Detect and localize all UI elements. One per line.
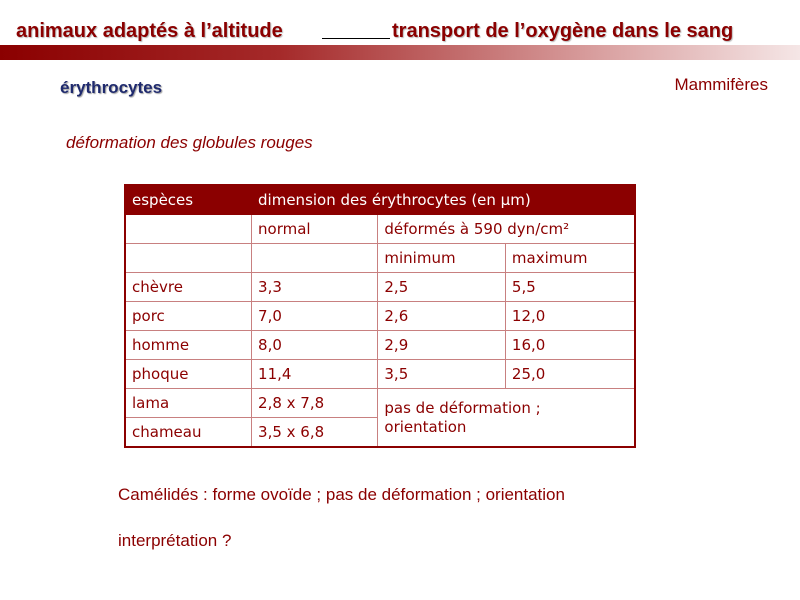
- cell-species: porc: [125, 302, 252, 331]
- title-connector-line: [322, 38, 390, 39]
- cell-species: chèvre: [125, 273, 252, 302]
- question-text: interprétation ?: [118, 531, 232, 550]
- cell-maximum: 25,0: [505, 360, 635, 389]
- conclusion-text: Camélidés : forme ovoïde ; pas de déformation ; orientation: [118, 485, 565, 504]
- table-row: [125, 331, 635, 360]
- cell-normal: 8,0: [252, 331, 378, 360]
- section-category: Mammifères: [674, 75, 768, 94]
- cell-normal: 2,8 x 7,8: [252, 389, 378, 418]
- cell-maximum: 5,5: [505, 273, 635, 302]
- section-title: érythrocytes: [60, 78, 163, 97]
- cell-maximum: 12,0: [505, 302, 635, 331]
- camel-note-line1: pas de déformation ;: [384, 398, 541, 417]
- subheader-normal: normal: [252, 215, 378, 244]
- table-subheader-row: [125, 215, 635, 244]
- cell-maximum: 16,0: [505, 331, 635, 360]
- subheader-minimum: minimum: [378, 244, 506, 273]
- slide-title-left: animaux adaptés à l’altitude: [16, 20, 283, 42]
- table-subheader-row: [125, 244, 635, 273]
- cell-species: chameau: [125, 418, 252, 448]
- camel-note-line2: orientation: [384, 417, 467, 436]
- cell-normal: 3,5 x 6,8: [252, 418, 378, 448]
- header-gradient-rule: [0, 45, 800, 60]
- subheader-deformed: déformés à 590 dyn/cm²: [378, 215, 635, 244]
- erythrocyte-table: [124, 184, 636, 448]
- cell-minimum: 2,9: [378, 331, 506, 360]
- table-cell-empty: [125, 215, 252, 244]
- cell-camel-note: [378, 389, 635, 448]
- cell-species: phoque: [125, 360, 252, 389]
- cell-species: homme: [125, 331, 252, 360]
- slide-subtitle: déformation des globules rouges: [66, 133, 313, 152]
- subheader-maximum: maximum: [505, 244, 635, 273]
- table-row: [125, 302, 635, 331]
- table-cell-empty: [125, 244, 252, 273]
- table-row: [125, 360, 635, 389]
- table-row: [125, 273, 635, 302]
- cell-minimum: 3,5: [378, 360, 506, 389]
- table-cell-empty: [252, 244, 378, 273]
- cell-normal: 3,3: [252, 273, 378, 302]
- cell-species: lama: [125, 389, 252, 418]
- cell-normal: 11,4: [252, 360, 378, 389]
- cell-normal: 7,0: [252, 302, 378, 331]
- cell-minimum: 2,5: [378, 273, 506, 302]
- cell-minimum: 2,6: [378, 302, 506, 331]
- table-header-row: [125, 185, 635, 215]
- table-row: [125, 389, 635, 418]
- slide-header: [0, 0, 800, 62]
- slide-title-right: transport de l’oxygène dans le sang: [392, 20, 734, 42]
- header-species: espèces: [125, 185, 252, 215]
- header-dimension: dimension des érythrocytes (en µm): [252, 185, 635, 215]
